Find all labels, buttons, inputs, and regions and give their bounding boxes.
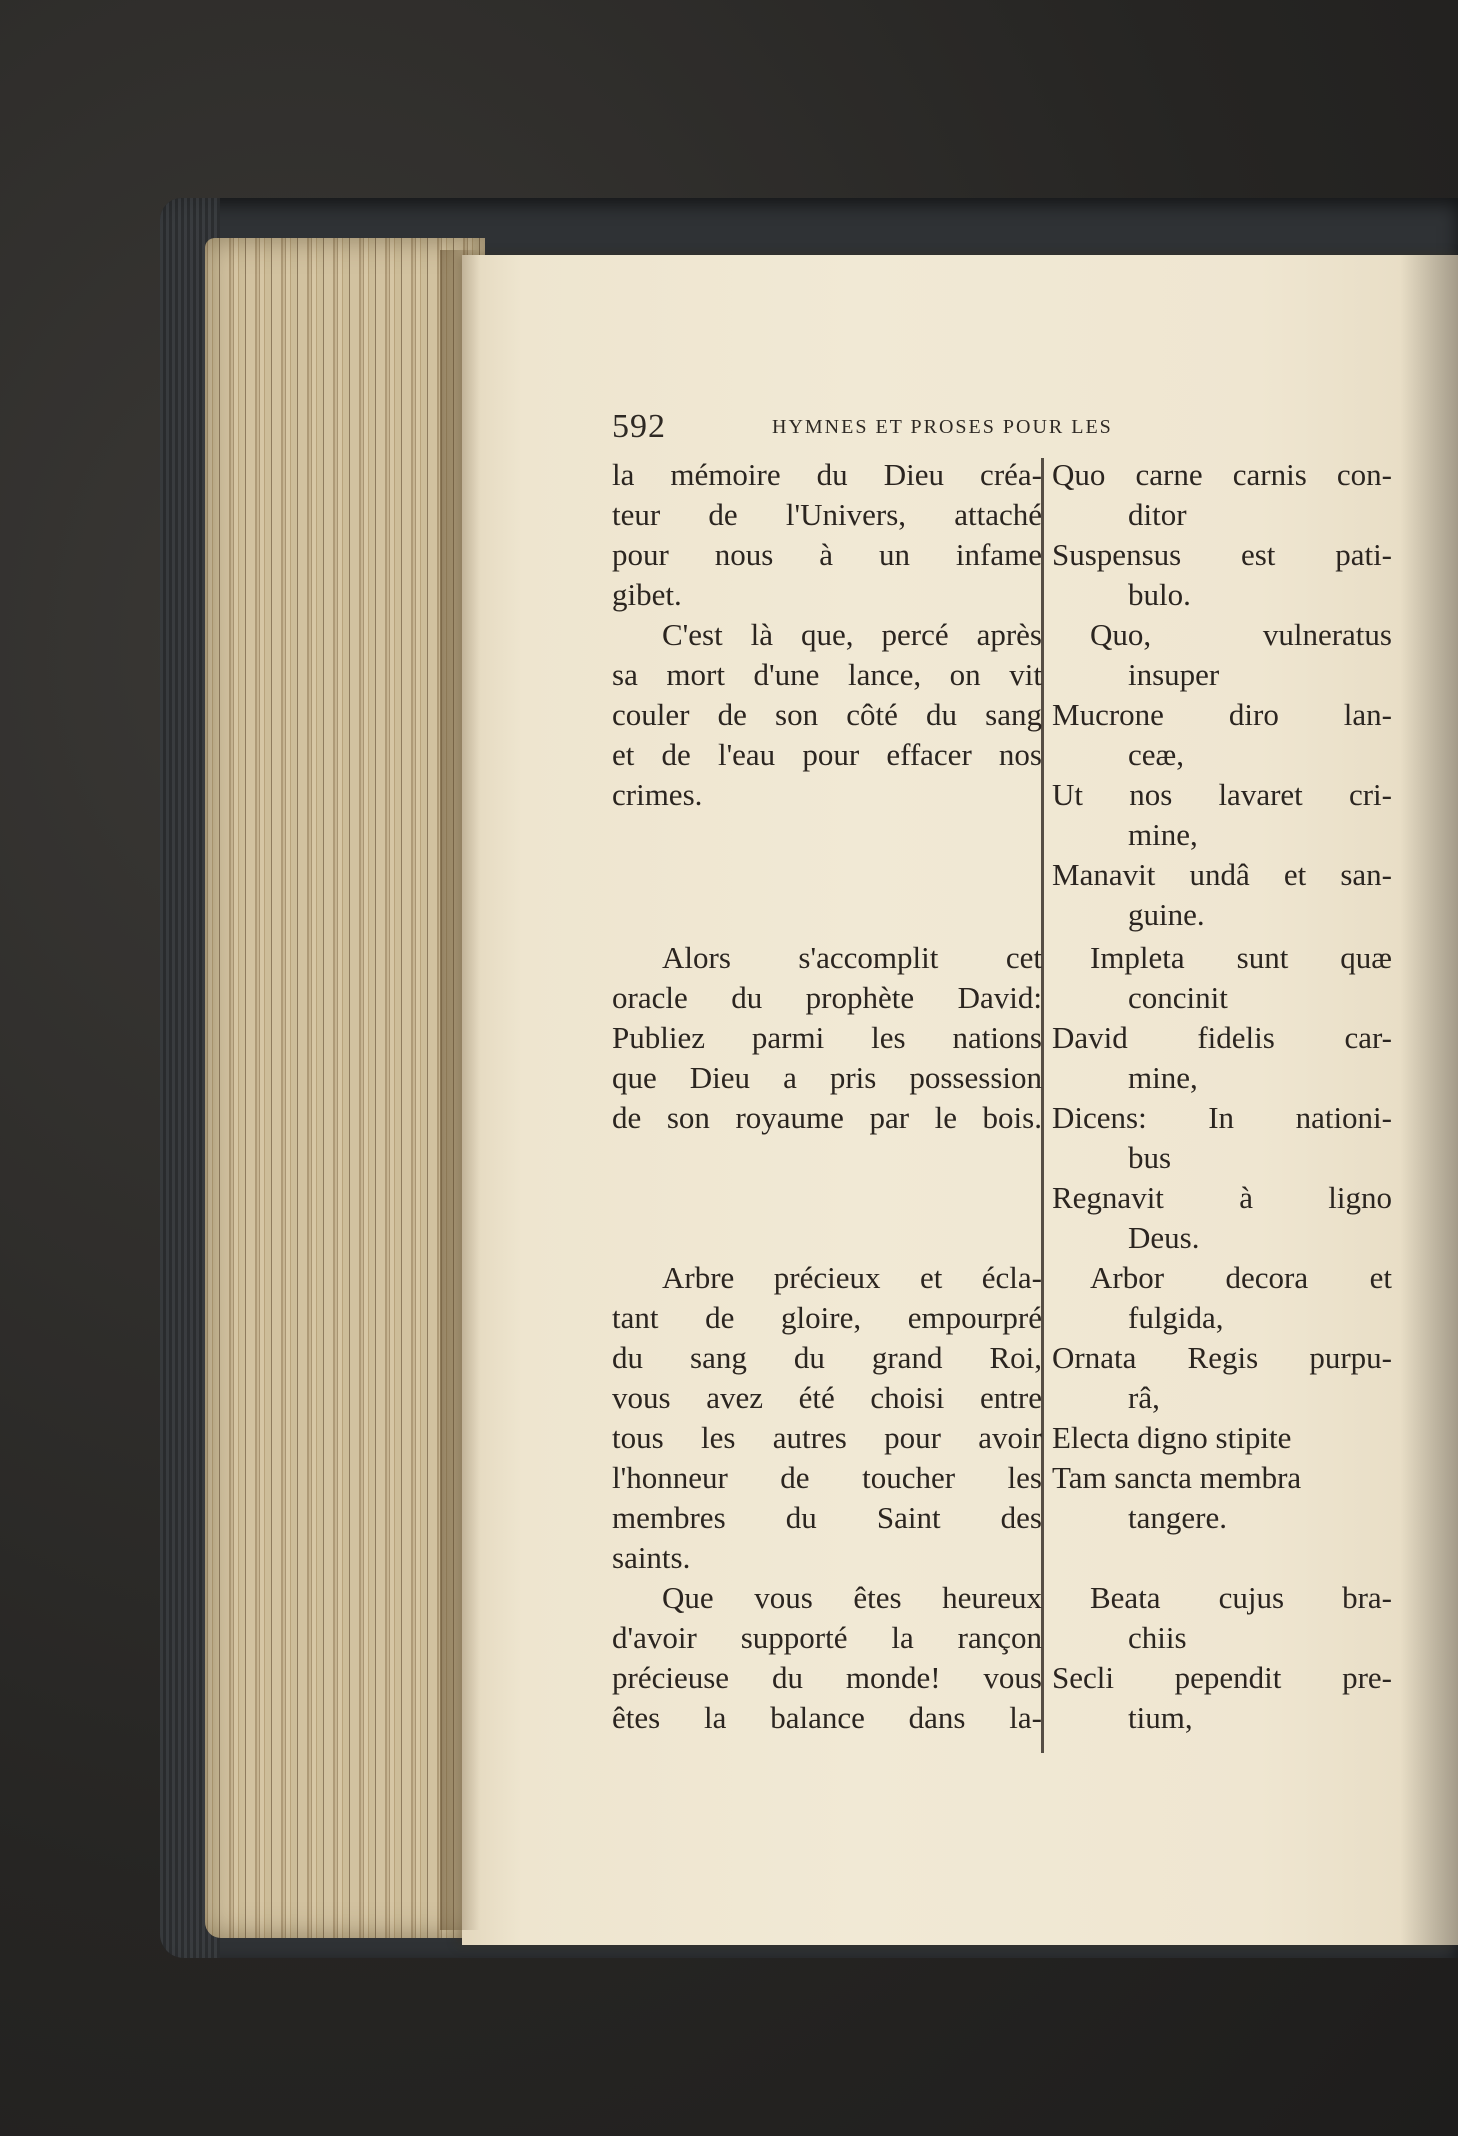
text-line: Que vous êtes heureux [662,1580,1042,1615]
verse-line: Arbor decora et [1090,1260,1392,1295]
verse-line: bus [1128,1140,1172,1175]
text-line: la mémoire du Dieu créa- [612,457,1042,492]
verse-line: Quo, vulneratus [1090,617,1392,652]
latin-stanza-2 [1052,615,1392,935]
gutter-shadow [440,250,480,1930]
page-edge-shadow [1400,255,1458,1945]
text-line: êtes la balance dans la- [612,1700,1042,1735]
verse-line: râ, [1128,1380,1160,1415]
text-line: couler de son côté du sang [612,697,1042,732]
text-line: oracle du prophète David: [612,980,1042,1015]
text-line: Publiez parmi les nations [612,1020,1042,1055]
verse-line: Tam sancta membra [1052,1460,1302,1495]
verse-line: Suspensus est pati- [1052,537,1392,572]
text-line: du sang du grand Roi, [612,1340,1042,1375]
verse-line: tium, [1128,1700,1193,1735]
french-paragraph-5 [612,1578,1042,1738]
french-paragraph-1 [612,455,1042,615]
text-line: l'honneur de toucher les [612,1460,1042,1495]
running-title: HYMNES ET PROSES POUR LES [772,416,1113,438]
latin-stanza-3 [1052,938,1392,1258]
text-line: tant de gloire, empourpré [612,1300,1042,1335]
verse-line: Deus. [1128,1220,1200,1255]
verse-line: fulgida, [1128,1300,1224,1335]
verse-line: Ornata Regis purpu- [1052,1340,1392,1375]
french-paragraph-2 [612,615,1042,815]
verse-line: Dicens: In nationi- [1052,1100,1392,1135]
verse-line: bulo. [1128,577,1191,612]
text-line: crimes. [612,777,703,812]
verse-line: ditor [1128,497,1187,532]
text-line: pour nous à un infame [612,537,1042,572]
latin-stanza-4 [1052,1258,1392,1538]
text-line: sa mort d'une lance, on vit [612,657,1042,692]
verse-line: Impleta sunt quæ [1090,940,1392,975]
text-line: saints. [612,1540,691,1575]
verse-line: Mucrone diro lan- [1052,697,1392,732]
text-line: Arbre précieux et écla- [662,1260,1042,1295]
verse-line: Beata cujus bra- [1090,1580,1392,1615]
text-line: tous les autres pour avoir [612,1420,1042,1455]
verse-line: guine. [1128,897,1205,932]
text-line: vous avez été choisi entre [612,1380,1042,1415]
verse-line: insuper [1128,657,1220,692]
text-line: que Dieu a pris possession [612,1060,1042,1095]
text-line: Alors s'accomplit cet [662,940,1042,975]
verse-line: Quo carne carnis con- [1052,457,1392,492]
verse-line: chiis [1128,1620,1187,1655]
text-line: gibet. [612,577,682,612]
verse-line: David fidelis car- [1052,1020,1392,1055]
text-line: C'est là que, percé après [662,617,1042,652]
verse-line: concinit [1128,980,1228,1015]
verse-line: ceæ, [1128,737,1184,772]
text-line: teur de l'Univers, attaché [612,497,1042,532]
latin-stanza-1 [1052,455,1392,615]
text-line: et de l'eau pour effacer nos [612,737,1042,772]
text-line: membres du Saint des [612,1500,1042,1535]
french-paragraph-3 [612,938,1042,1138]
verse-line: mine, [1128,817,1198,852]
verse-line: mine, [1128,1060,1198,1095]
text-line: de son royaume par le bois. [612,1100,1042,1135]
text-line: d'avoir supporté la rançon [612,1620,1042,1655]
running-head [612,408,1332,450]
verse-line: Ut nos lavaret cri- [1052,777,1392,812]
latin-stanza-5 [1052,1578,1392,1738]
verse-line: Regnavit à ligno [1052,1180,1392,1215]
verse-line: Secli pependit pre- [1052,1660,1392,1695]
text-line: précieuse du monde! vous [612,1660,1042,1695]
page-number: 592 [612,408,666,445]
verse-line: Electa digno stipite [1052,1420,1292,1455]
verse-line: tangere. [1128,1500,1227,1535]
french-paragraph-4 [612,1258,1042,1578]
verse-line: Manavit undâ et san- [1052,857,1392,892]
